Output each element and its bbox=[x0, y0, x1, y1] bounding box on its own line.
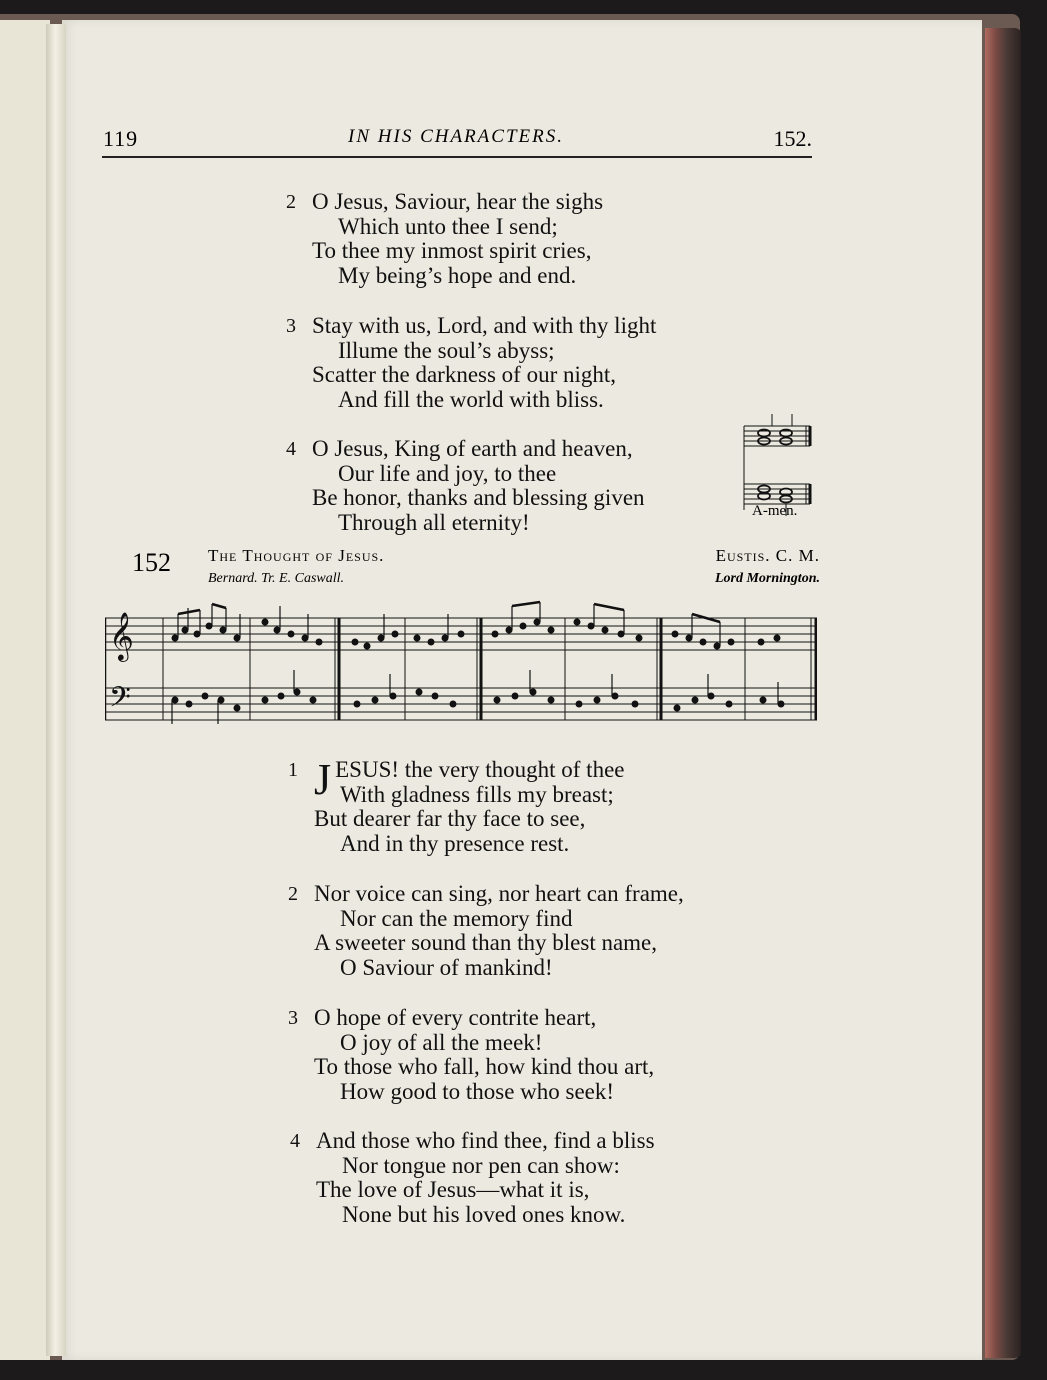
svg-text:𝄞: 𝄞 bbox=[109, 611, 134, 660]
verse-line: Be honor, thanks and blessing given bbox=[312, 485, 645, 511]
music-score bbox=[105, 600, 817, 740]
verse-number: 4 bbox=[290, 1130, 300, 1152]
verse-line: How good to those who seek! bbox=[340, 1078, 615, 1104]
verse-number: 2 bbox=[288, 883, 298, 905]
book-gutter bbox=[46, 24, 66, 1356]
verse-line: Which unto thee I send; bbox=[338, 213, 558, 239]
left-page-edge bbox=[0, 20, 50, 1360]
verse-line: O Jesus, Saviour, hear the sighs bbox=[312, 189, 604, 214]
page-number: 119 bbox=[103, 126, 139, 151]
hymn-verse-2 bbox=[288, 881, 684, 980]
verse-line: And those who find thee, find a bliss bbox=[316, 1128, 655, 1153]
verse-line: Illume the soul’s abyss; bbox=[338, 337, 555, 363]
hymn-verse-4 bbox=[290, 1128, 655, 1227]
verse-line: None but his loved ones know. bbox=[342, 1201, 626, 1227]
verse-line: Through all eternity! bbox=[338, 509, 530, 535]
verse-line: To those who fall, how kind thou art, bbox=[314, 1054, 655, 1080]
prev-verse-3 bbox=[286, 313, 657, 412]
amen-label: A-men. bbox=[752, 503, 798, 519]
verse-number: 3 bbox=[288, 1007, 298, 1029]
header-hymn-number: 152. bbox=[773, 126, 812, 151]
book-edge bbox=[985, 28, 1021, 1358]
verse-line: Nor voice can sing, nor heart can frame, bbox=[314, 881, 684, 906]
verse-line: Nor tongue nor pen can show: bbox=[342, 1152, 620, 1178]
verse-line: Scatter the darkness of our night, bbox=[312, 362, 617, 388]
hymn-number: 152 bbox=[132, 548, 171, 577]
verse-line: O Saviour of mankind! bbox=[340, 954, 553, 980]
prev-verse-2 bbox=[286, 189, 604, 288]
hymn-author: Bernard. Tr. E. Caswall. bbox=[208, 571, 345, 586]
verse-line: O hope of every contrite heart, bbox=[314, 1005, 597, 1030]
verse-line: And fill the world with bliss. bbox=[338, 386, 604, 412]
hymn-tune: Eustis. C. M. bbox=[715, 546, 820, 565]
verse-line: O joy of all the meek! bbox=[340, 1029, 543, 1055]
verse-number: 2 bbox=[286, 191, 296, 213]
verse-number: 4 bbox=[286, 438, 296, 460]
verse-line: Nor can the memory find bbox=[340, 905, 573, 931]
hymn-verse-3 bbox=[288, 1005, 655, 1104]
hymn-composer: Lord Mornington. bbox=[714, 571, 820, 586]
hymn-heading bbox=[120, 546, 820, 596]
verse-number: 3 bbox=[286, 315, 296, 337]
verse-line: To thee my inmost spirit cries, bbox=[312, 238, 592, 264]
running-title: IN HIS CHARACTERS. bbox=[348, 126, 564, 147]
prev-verse-4 bbox=[286, 436, 645, 535]
verse-line: O Jesus, King of earth and heaven, bbox=[312, 436, 633, 461]
running-header bbox=[100, 120, 812, 160]
verse-line: A sweeter sound than thy blest name, bbox=[314, 930, 658, 956]
drop-cap: J bbox=[314, 755, 332, 804]
verse-line: With gladness fills my breast; bbox=[340, 781, 614, 807]
verse-line: My being’s hope and end. bbox=[338, 262, 577, 288]
hymn-verse-1 bbox=[288, 755, 625, 856]
verse-line: Our life and joy, to thee bbox=[338, 460, 557, 486]
verse-line-text: ESUS! the very thought of thee bbox=[335, 757, 625, 782]
hymn-title: The Thought of Jesus. bbox=[208, 546, 385, 565]
svg-text:𝄢: 𝄢 bbox=[109, 681, 131, 721]
verse-line: Stay with us, Lord, and with thy light bbox=[312, 313, 657, 338]
verse-number: 1 bbox=[288, 759, 298, 781]
verse-line: The love of Jesus—what it is, bbox=[316, 1177, 590, 1203]
verse-line: And in thy presence rest. bbox=[340, 830, 570, 856]
amen-music-snippet bbox=[742, 400, 812, 520]
verse-line: But dearer far thy face to see, bbox=[314, 806, 586, 832]
header-rule bbox=[102, 156, 812, 158]
